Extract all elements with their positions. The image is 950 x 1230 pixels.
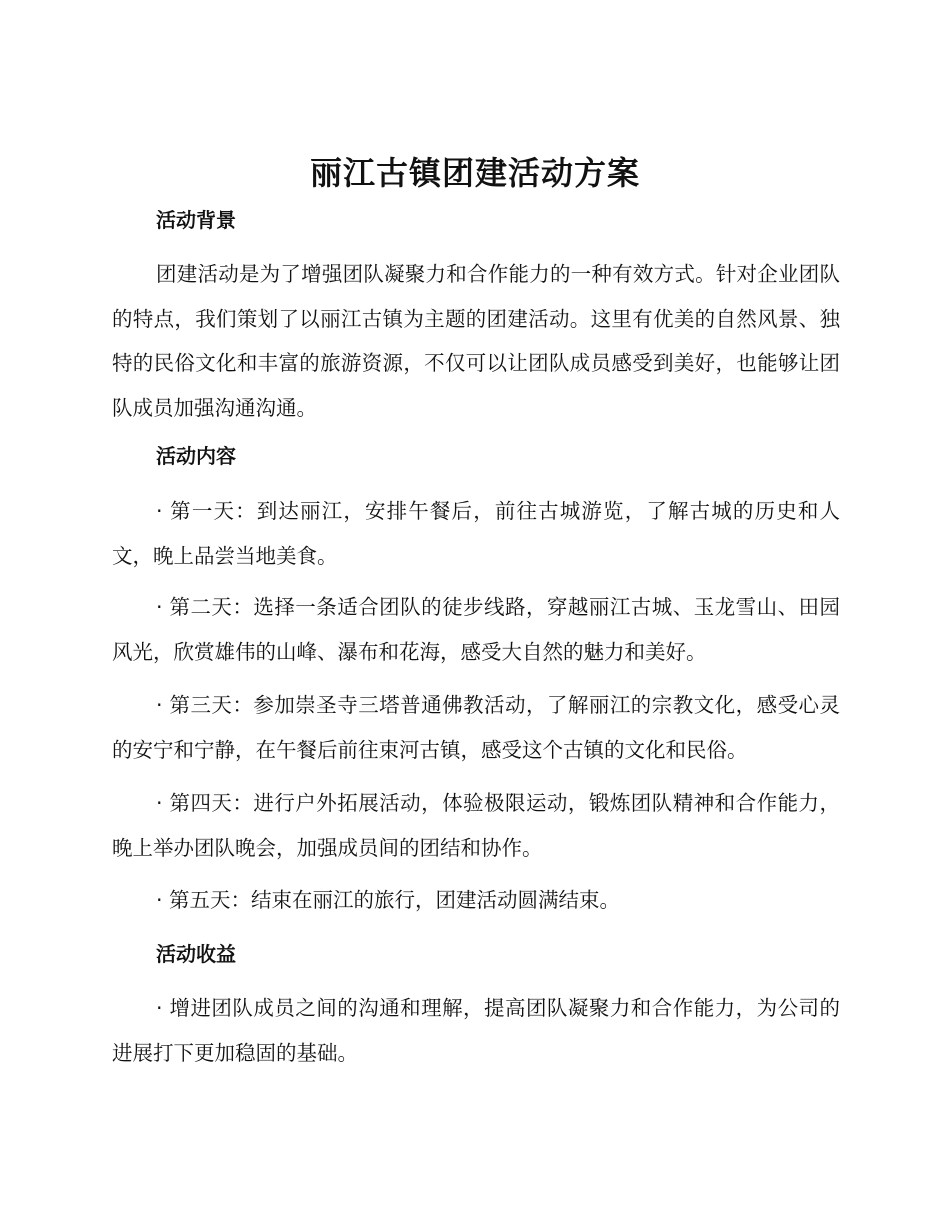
background-paragraph: 团建活动是为了增强团队凝聚力和合作能力的一种有效方式。针对企业团队的特点，我们策划了以丽江古镇为主题的团建活动。这里有优美的自然风景、独特的民俗文化和丰富的旅游资源，不仅可以让团队成员感受到美好，也能够让团队成员加强沟通沟通。 [112,262,840,420]
content-item-day4: · 第四天：进行户外拓展活动，体验极限运动，锻炼团队精神和合作能力，晚上举办团队晚会，加强成员间的团结和协作。 [112,791,840,860]
section-heading-content: 活动内容 [156,444,236,468]
content-item-day2: · 第二天：选择一条适合团队的徒步线路，穿越丽江古城、玉龙雪山、田园风光，欣赏雄伟的山峰、瀑布和花海，感受大自然的魅力和美好。 [112,595,840,664]
content-item-day5: · 第五天：结束在丽江的旅行，团建活动圆满结束。 [156,888,621,912]
benefits-item: · 增进团队成员之间的沟通和理解，提高团队凝聚力和合作能力，为公司的进展打下更加稳固的基础。 [112,996,840,1065]
content-item-day3: · 第三天：参加崇圣寺三塔普通佛教活动，了解丽江的宗教文化，感受心灵的安宁和宁静，在午餐后前往束河古镇，感受这个古镇的文化和民俗。 [112,693,840,762]
section-heading-background: 活动背景 [156,208,236,232]
content-item-day1: · 第一天：到达丽江，安排午餐后，前往古城游览，了解古城的历史和人文，晚上品尝当地美食。 [112,499,840,568]
page-title: 丽江古镇团建活动方案 [309,154,640,192]
section-heading-benefits: 活动收益 [156,942,236,966]
